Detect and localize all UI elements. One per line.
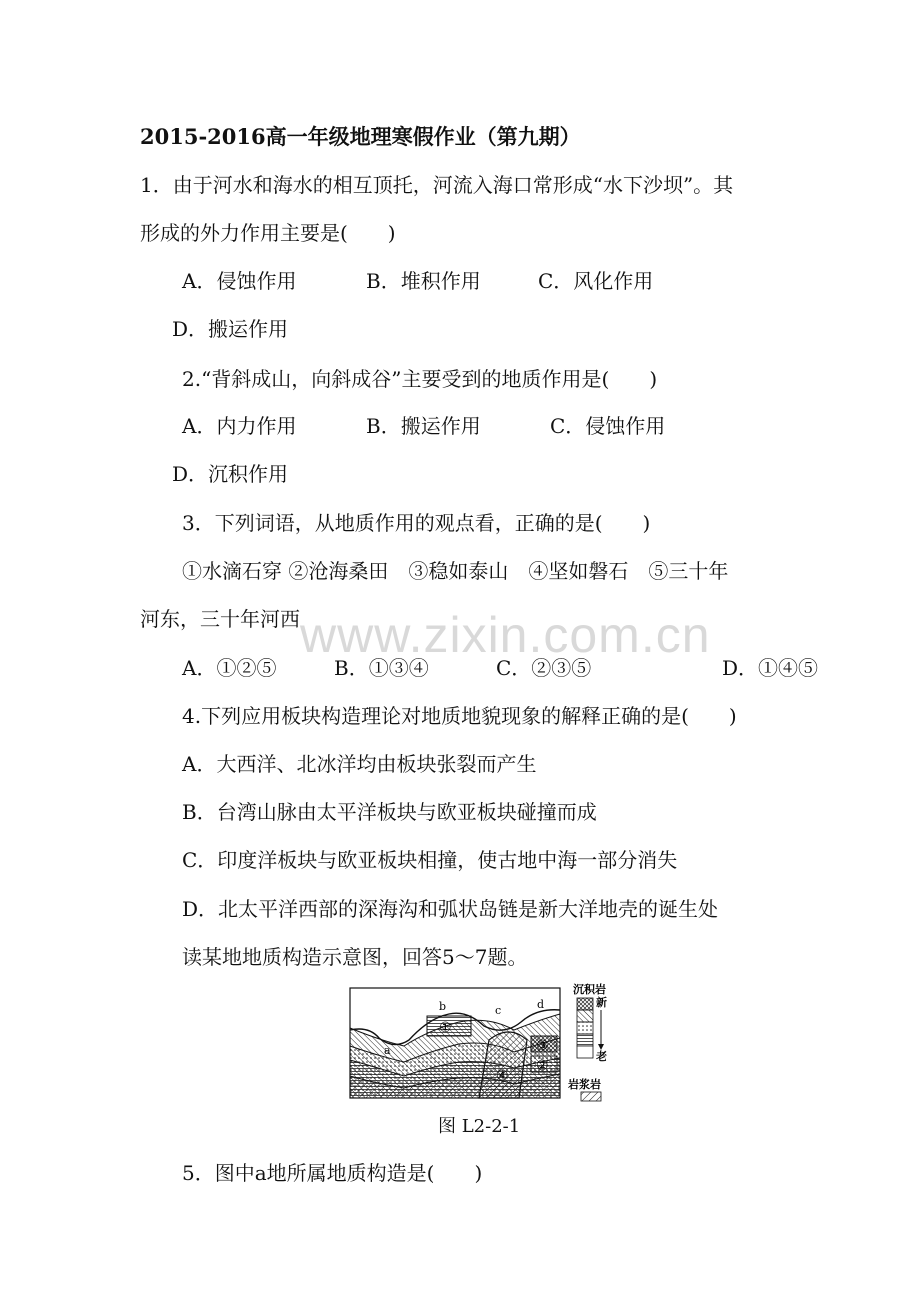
q1-option-c: C．风化作用 xyxy=(538,269,654,293)
geologic-structure-figure xyxy=(349,980,614,1106)
figure-intro: 读某地地质构造示意图，回答5～7题。 xyxy=(182,945,528,969)
q4-stem: 4.下列应用板块构造理论对地质地貌现象的解释正确的是( ) xyxy=(182,704,737,728)
watermark: www.zixin.com.cn xyxy=(300,607,711,663)
q3-option-c: C．②③⑤ xyxy=(496,656,592,680)
label-b: b xyxy=(439,1000,447,1013)
q4-option-a: A．大西洋、北冰洋均由板块张裂而产生 xyxy=(182,752,537,776)
q4-option-c: C．印度洋板块与欧亚板块相撞，使古地中海一部分消失 xyxy=(182,848,678,872)
page-title: 2015-2016高一年级地理寒假作业（第九期） xyxy=(140,124,581,149)
figure-caption: 图 L2-2-1 xyxy=(438,1116,521,1137)
label-a: a xyxy=(384,1044,391,1057)
label-1: ① xyxy=(439,1020,452,1036)
label-d: d xyxy=(537,998,545,1011)
q2-option-d: D．沉积作用 xyxy=(172,462,289,486)
legend-swatch-igneous xyxy=(581,1092,601,1101)
q4-option-d: D．北太平洋西部的深海沟和弧状岛链是新大洋地壳的诞生处 xyxy=(182,897,719,921)
legend-swatch-5 xyxy=(577,1046,593,1058)
q2-option-b: B．搬运作用 xyxy=(366,414,481,438)
legend-swatch-1 xyxy=(577,998,593,1010)
q3-stem: 3．下列词语，从地质作用的观点看，正确的是( ) xyxy=(182,511,651,535)
geologic-structure-diagram xyxy=(349,980,614,1102)
label-c: c xyxy=(495,1004,502,1017)
label-2: ② xyxy=(536,1058,549,1074)
q1-stem-line2: 形成的外力作用主要是( ) xyxy=(140,221,396,245)
q4-option-b: B．台湾山脉由太平洋板块与欧亚板块碰撞而成 xyxy=(182,800,597,824)
q2-option-a: A．内力作用 xyxy=(182,414,297,438)
q1-stem-line1: 1．由于河水和海水的相互顶托，河流入海口常形成“水下沙坝”。其 xyxy=(140,173,734,197)
q3-option-a: A．①②⑤ xyxy=(182,656,277,680)
q2-stem: 2.“背斜成山，向斜成谷”主要受到的地质作用是( ) xyxy=(182,367,658,391)
legend-sedimentary: 沉积岩 xyxy=(573,983,606,996)
q3-option-b: B．①③④ xyxy=(334,656,429,680)
q1-option-a: A．侵蚀作用 xyxy=(182,269,297,293)
q1-option-d: D．搬运作用 xyxy=(172,317,289,341)
q3-items-line2: 河东，三十年河西 xyxy=(140,607,300,631)
label-3: ③ xyxy=(536,1038,549,1054)
legend-igneous: 岩浆岩 xyxy=(568,1078,601,1091)
legend-swatch-3 xyxy=(577,1022,593,1034)
legend-old: 老 xyxy=(596,1050,607,1063)
q2-option-c: C．侵蚀作用 xyxy=(550,414,666,438)
legend-swatch-4 xyxy=(577,1034,593,1046)
q1-option-b: B．堆积作用 xyxy=(366,269,481,293)
legend-swatch-2 xyxy=(577,1010,593,1022)
legend-new: 新 xyxy=(596,996,607,1009)
q3-option-d: D．①④⑤ xyxy=(722,656,819,680)
q3-items-line1: ①水滴石穿 ②沧海桑田 ③稳如泰山 ④坚如磐石 ⑤三十年 xyxy=(182,559,729,583)
q5-stem: 5．图中a地所属地质构造是( ) xyxy=(182,1161,483,1185)
label-4: ④ xyxy=(496,1068,509,1084)
